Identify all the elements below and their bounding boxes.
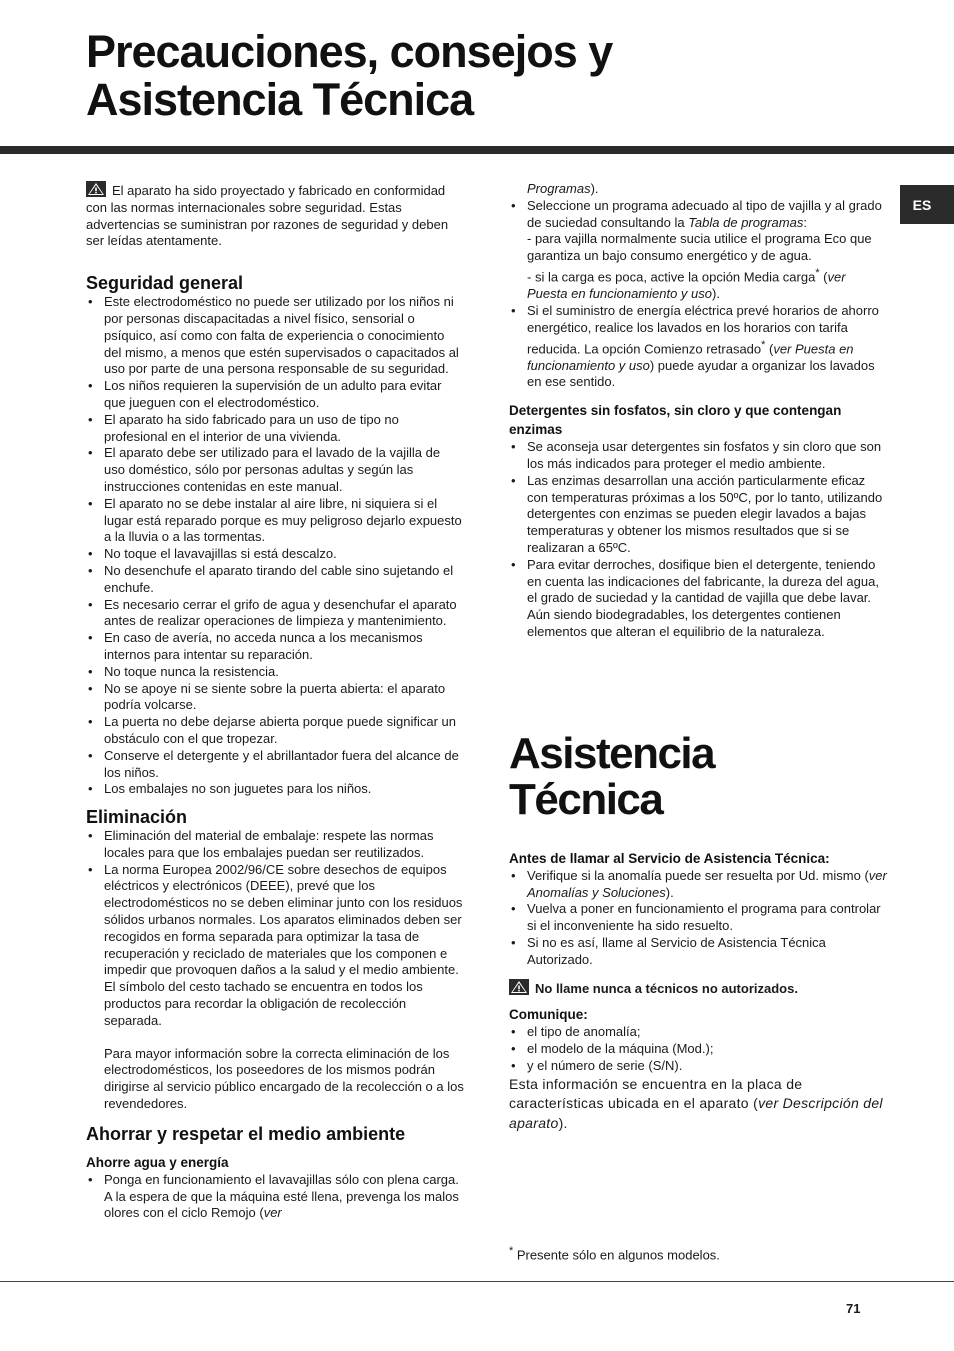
asistencia-title-line1: Asistencia: [509, 728, 715, 778]
item-text: ).: [665, 884, 674, 900]
item-ref: ver Anomalías y Soluciones: [527, 867, 887, 900]
detergentes-list: [509, 439, 889, 641]
title-rule: [0, 146, 954, 154]
eliminacion-heading: Eliminación: [86, 807, 188, 828]
info-ref: ver Descripción del aparato: [509, 1095, 883, 1131]
item-text: - para vajilla normalmente sucia utilice el programa Eco que garantiza un bajo consumo energético y de agua.: [527, 231, 872, 264]
list-item: • Seleccione un programa adecuado al tipo de vajilla y al grado de suciedad consultando la Tabla de programas: - para vajilla normalmente sucia utilice el programa Eco que garantiza un bajo consumo energético y de agua. - si la carga es poca, active la opción Media carga* (ver Puesta en funcionamiento y uso).: [509, 198, 889, 303]
page-title-line1: Precauciones, consejos y: [86, 26, 613, 77]
page-number: 71: [846, 1301, 861, 1316]
antes-heading: Antes de llamar al Servicio de Asistencia Técnica:: [509, 850, 830, 866]
ahorrar-heading: Ahorrar y respetar el medio ambiente: [86, 1123, 406, 1144]
ahorre-list: [86, 1172, 464, 1222]
antes-list: [509, 868, 889, 969]
list-item: • Es necesario cerrar el grifo de agua y desenchufar el aparato antes de realizar operaciones de limpieza y mantenimiento.: [86, 597, 464, 631]
list-item: • Para evitar derroches, dosifique bien el detergente, teniendo en cuenta las indicaciones del fabricante, la dureza del agua, el grado de suciedad y la cantidad de vajilla que debe lavar. Aún siendo biodegradables, los detergentes contienen elementos que alteran el equilibrio de la naturaleza.: [509, 557, 889, 641]
footnote: [509, 1245, 720, 1262]
item-text: ) puede ayudar a organizar los lavados en ese sentido.: [527, 357, 875, 390]
comunique-heading: Comunique:: [509, 1007, 588, 1023]
ahorre-subheading: Ahorre agua y energía: [86, 1154, 229, 1170]
language-tab: ES: [900, 185, 954, 224]
detergentes-heading: Detergentes sin fosfatos, sin cloro y que contengan enzimas: [509, 403, 842, 438]
list-item: • La norma Europea 2002/96/CE sobre desechos de equipos eléctricos y electrónicos (DEEE), prevé que los electrodomésticos no se deben eliminar junto con los residuos sólidos urbanos normales. Los aparatos eliminados deben ser recogidos en forma separada para optimizar la tasa de recuperación y reciclado de materiales que los componen e impedir que provoquen daños a la salud y el medio ambiente. El símbolo del cesto tachado se encuentra en todos los productos para recordar la obligación de recolección separada.: [86, 862, 464, 1030]
info-text: ).: [558, 1114, 568, 1131]
asistencia-title-line2: Técnica: [509, 774, 663, 824]
bottom-rule: [0, 1281, 954, 1282]
warning-icon: [509, 979, 529, 995]
list-item: • el tipo de anomalía;: [509, 1024, 889, 1041]
asistencia-title: [509, 728, 889, 824]
continued-ref: Programas: [527, 181, 591, 196]
item-text: Verifique si la anomalía puede ser resuelta por Ud. mismo (: [527, 867, 869, 883]
left-column: [86, 181, 464, 1222]
warning-text: No llame nunca a técnicos no autorizados.: [535, 980, 798, 996]
list-item: • Si no es así, llame al Servicio de Asistencia Técnica Autorizado.: [509, 935, 889, 969]
item-text: Si el suministro de energía eléctrica prevé horarios de ahorro energético, realice los lavados en los horarios con tarifa reducida. La opción Comienzo retrasado: [527, 302, 879, 356]
list-item: • La puerta no debe dejarse abierta porque puede significar un obstáculo con el que tropezar.: [86, 714, 464, 748]
continued-line: [509, 181, 889, 198]
list-item: • Los embalajes no son juguetes para los niños.: [86, 781, 464, 798]
list-item: • El aparato ha sido fabricado para un uso de tipo no profesional en el interior de una vivienda.: [86, 412, 464, 446]
item-ref: Tabla de programas: [688, 214, 804, 230]
list-item: • Las enzimas desarrollan una acción particularmente eficaz con temperaturas próximas a los 50ºC, por lo tanto, utilizando detergentes con enzimas se pueden elegir lavados a bajas temperaturas y obtener los mismos resultados que si se realizaran a 65ºC.: [509, 473, 889, 557]
list-item: • Si el suministro de energía eléctrica prevé horarios de ahorro energético, realice los lavados en los horarios con tarifa reducida. La opción Comienzo retrasado* (ver Puesta en funcionamiento y uso) puede ayudar a organizar los lavados en ese sentido.: [509, 303, 889, 391]
ahorre-item-ref: ver: [263, 1205, 282, 1221]
info-paragraph: [509, 1075, 889, 1134]
seguridad-heading: Seguridad general: [86, 273, 244, 294]
item-text: Seleccione un programa adecuado al tipo de vajilla y al grado de suciedad consultando la: [527, 197, 882, 230]
list-item: • No toque el lavavajillas si está descalzo.: [86, 546, 464, 563]
list-item: [86, 1172, 464, 1222]
warning-line: [509, 979, 889, 998]
list-item: • Se aconseja usar detergentes sin fosfatos y sin cloro que son los más indicados para proteger el medio ambiente.: [509, 439, 889, 473]
list-item: • En caso de avería, no acceda nunca a los mecanismos internos para intentar su reparación.: [86, 630, 464, 664]
footnote-text: Presente sólo en algunos modelos.: [513, 1247, 720, 1263]
item-ref: ver Puesta en funcionamiento y uso: [527, 340, 854, 373]
list-item: • el modelo de la máquina (Mod.);: [509, 1041, 889, 1058]
seguridad-list: [86, 294, 464, 798]
list-item: • Este electrodoméstico no puede ser utilizado por los niños ni por personas discapacitadas a nivel físico, sensorial o psíquico, así como con falta de experiencia o conocimiento del mismo, a menos que estén supervisados o capacitados al uso por parte de una persona responsable de su seguridad.: [86, 294, 464, 378]
comunique-list: [509, 1024, 889, 1074]
list-item: • No se apoye ni se siente sobre la puerta abierta: el aparato podría volcarse.: [86, 681, 464, 715]
intro-text: El aparato ha sido proyectado y fabricado en conformidad con las normas internacionales sobre seguridad. Estas advertencias se suministran por razones de seguridad y deben ser leídas atentamente.: [86, 183, 449, 249]
info-text: Esta información se encuentra en la placa de características ubicada en el aparato (: [509, 1075, 803, 1112]
page-title-line2: Asistencia Técnica: [86, 74, 474, 125]
list-item: • No desenchufe el aparato tirando del cable sino sujetando el enchufe.: [86, 563, 464, 597]
footnote-star: *: [509, 1245, 514, 1257]
eliminacion-list: [86, 828, 464, 1030]
item-ref: ver Puesta en funcionamiento y uso: [527, 269, 846, 302]
ahorre-list-continued: [509, 198, 889, 391]
right-column: [509, 181, 889, 1133]
item-text: :: [803, 214, 807, 230]
continued-tail: ).: [590, 181, 599, 196]
list-item: • Eliminación del material de embalaje: respete las normas locales para que los embalajes puedan ser reutilizados.: [86, 828, 464, 862]
eliminacion-extra: Para mayor información sobre la correcta eliminación de los electrodomésticos, los poseedores de los mismos podrán dirigirse al servicio público encargado de la recolección o a los revendedores.: [104, 1045, 464, 1112]
list-item: • El aparato no se debe instalar al aire libre, ni siquiera si el lugar está reparado porque es muy peligroso dejarlo expuesto a la lluvia o a las tormentas.: [86, 496, 464, 546]
page-title: [86, 28, 612, 124]
intro-paragraph: [86, 181, 464, 250]
list-item: • El aparato debe ser utilizado para el lavado de la vajilla de uso doméstico, sólo por personas adultas y según las instrucciones contenidas en este manual.: [86, 445, 464, 495]
list-item: • y el número de serie (S/N).: [509, 1058, 889, 1075]
warning-icon: [86, 181, 106, 197]
list-item: • Los niños requieren la supervisión de un adulto para evitar que jueguen con el electrodoméstico.: [86, 378, 464, 412]
list-item: • Vuelva a poner en funcionamiento el programa para controlar si el inconveniente ha sido resuelto.: [509, 901, 889, 935]
item-text: - si la carga es poca, active la opción Media carga: [527, 269, 816, 285]
ahorre-item-text: Ponga en funcionamiento el lavavajillas sólo con plena carga. A la espera de que la máquina esté llena, prevenga los malos olores con el ciclo Remojo (: [104, 1171, 459, 1221]
list-item: • No toque nunca la resistencia.: [86, 664, 464, 681]
list-item: [509, 868, 889, 902]
footnote-star: *: [815, 266, 820, 279]
list-item: • Conserve el detergente y el abrillantador fuera del alcance de los niños.: [86, 748, 464, 782]
footnote-star: *: [761, 338, 766, 351]
